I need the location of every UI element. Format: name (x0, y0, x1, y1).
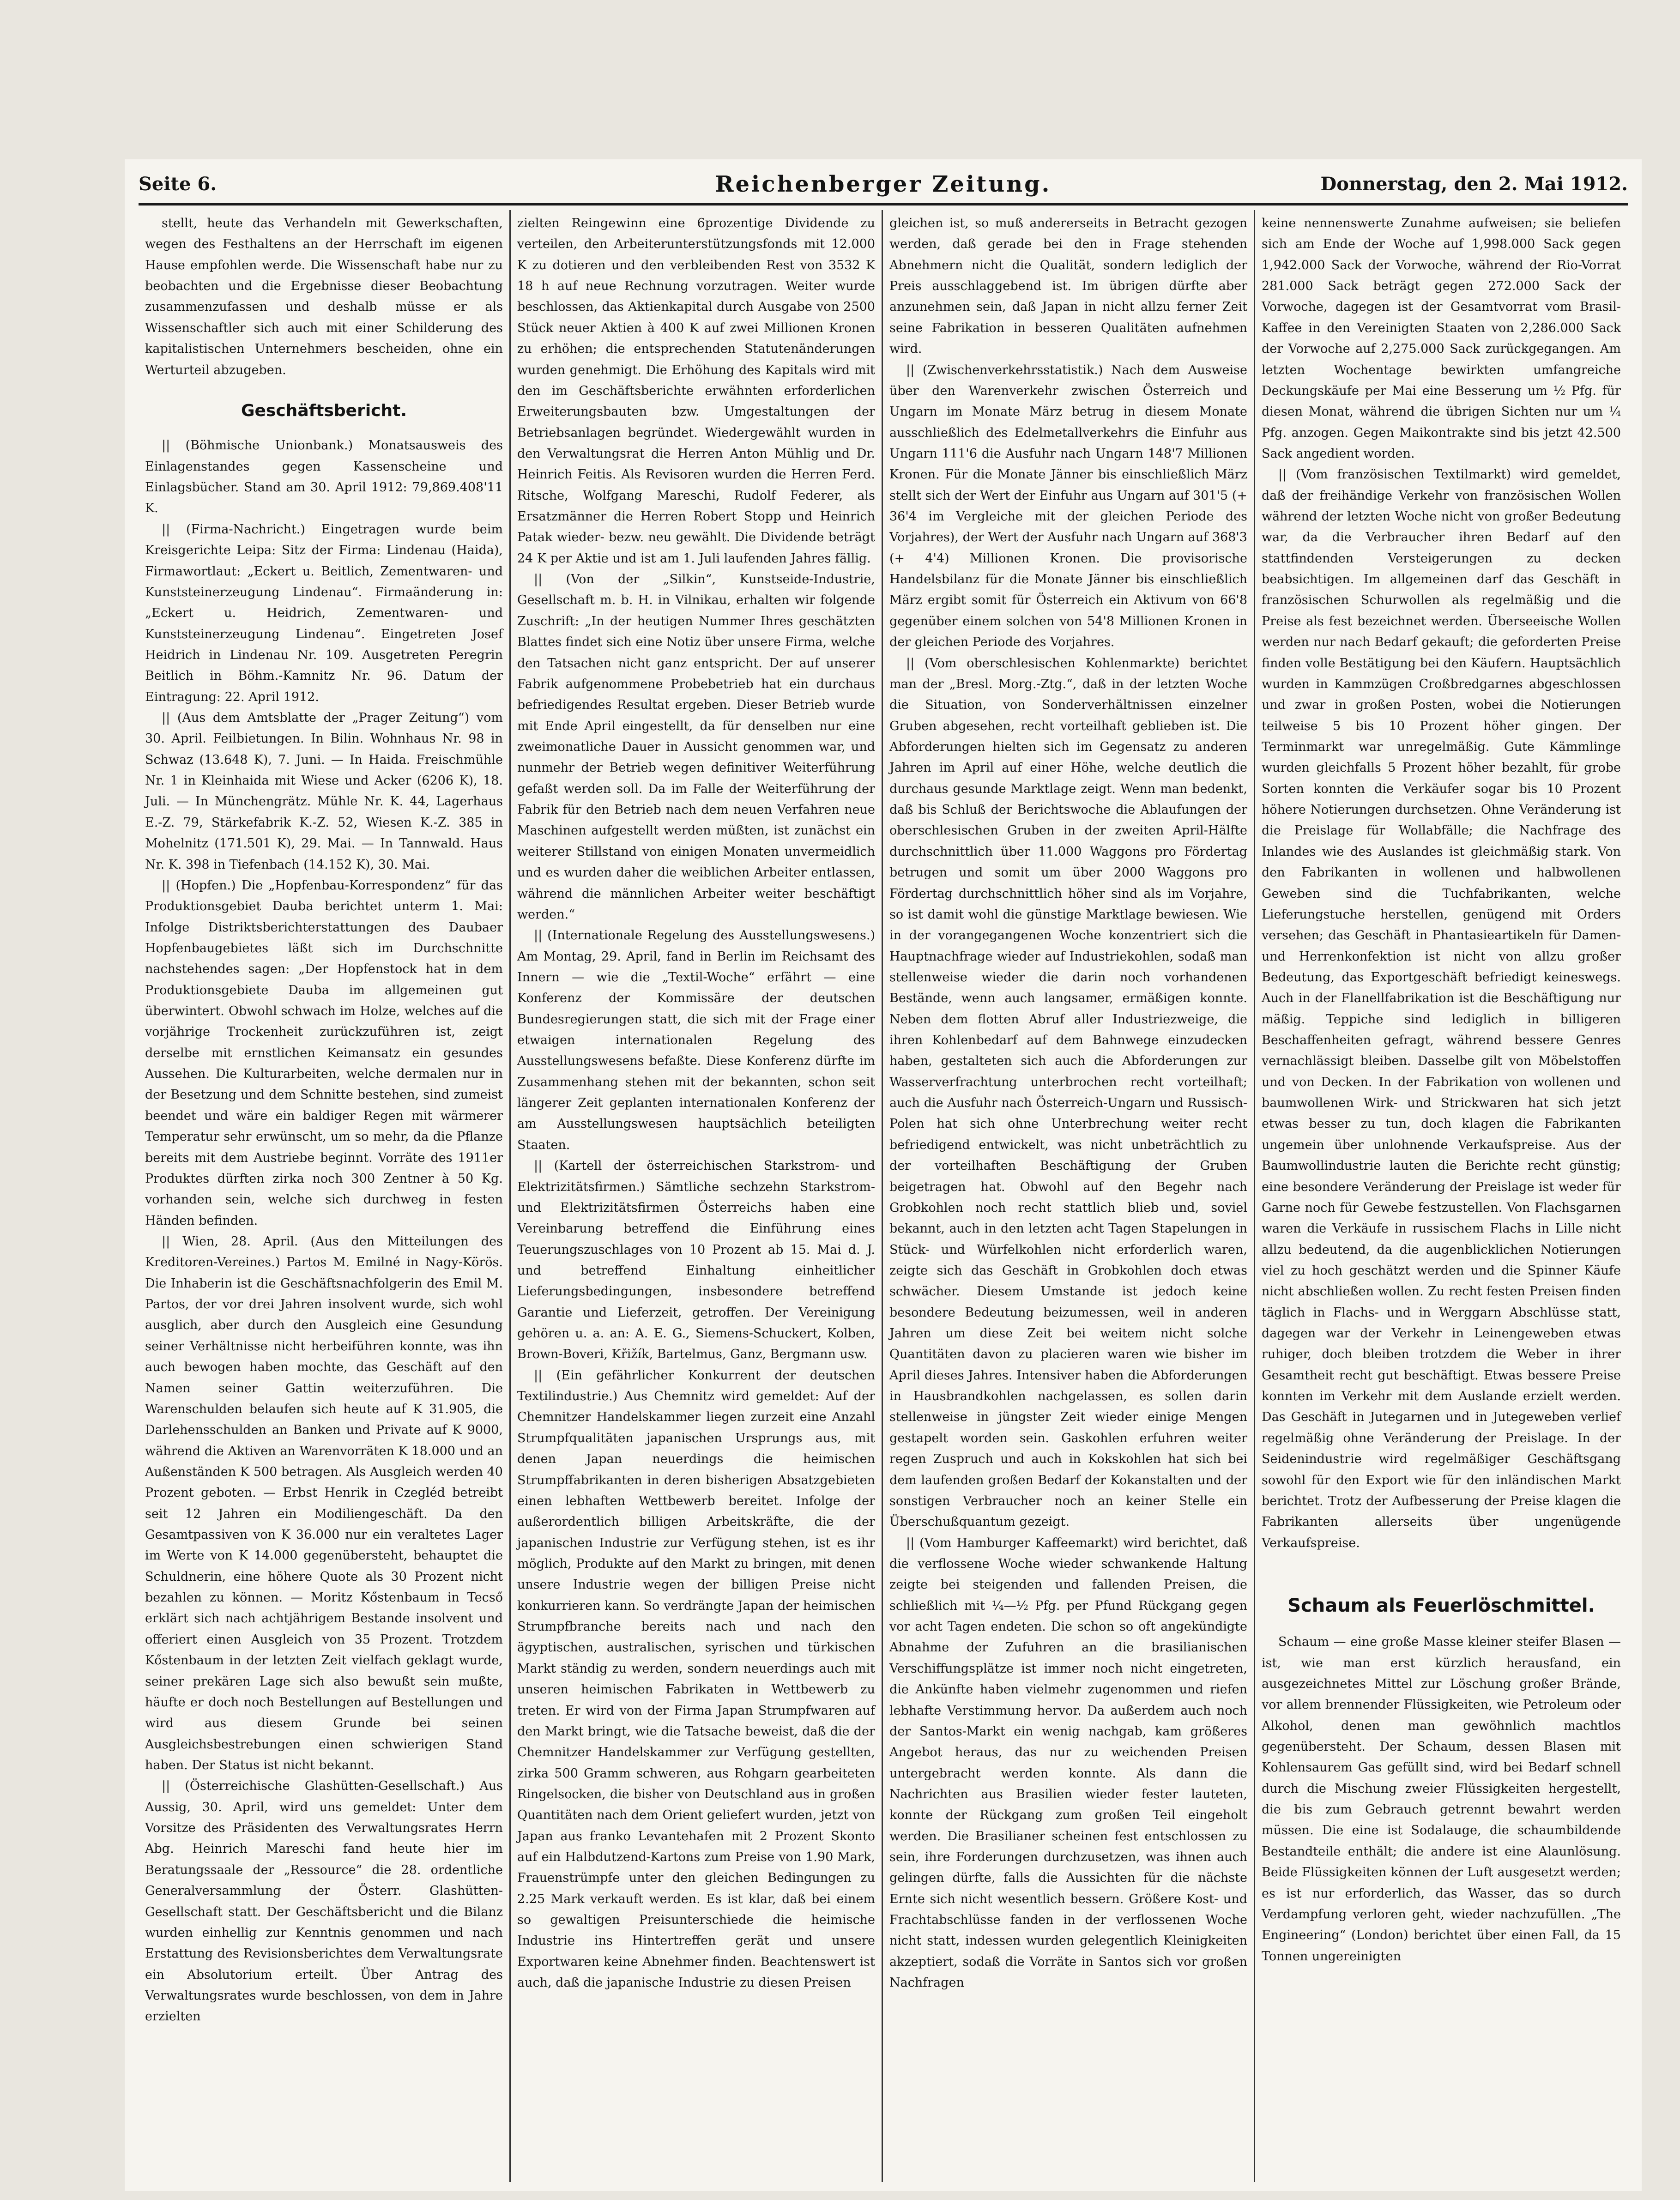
page-number: Seite 6. (139, 173, 217, 195)
article-paragraph: zielten Reingewinn eine 6prozentige Dividende zu verteilen, den Arbeiterunterstützungsfonds mit 12.000 K zu dotieren und den verbleibenden Rest von 3532 K 18 h auf neue Rechnung vorzutragen. Weiter wurde beschlossen, das Aktienkapital durch Ausgabe von 2500 Stück neuer Aktien à 400 K auf zwei Millionen Kronen zu erhöhen; die entsprechenden Statutenänderungen wurden genehmigt. Die Erhöhung des Kapitals wird mit den im Geschäftsberichte erwähnten erforderlichen Erweiterungsbauten bzw. Umgestaltungen der Betriebsanlagen begründet. Wiedergewählt wurden in den Verwaltungsrat die Herren Anton Mühlig und Dr. Heinrich Feitis. Als Revisoren wurden die Herren Ferd. Ritsche, Wolfgang Mareschi, Rudolf Federer, als Ersatzmänner die Herren Robert Stopp und Heinrich Patak wieder- bezw. neu gewählt. Die Dividende beträgt 24 K per Aktie und ist am 1. Juli laufenden Jahres fällig. (517, 216, 875, 566)
section-heading: Geschäftsbericht. (241, 401, 407, 420)
article-paragraph: || (Von der „Silkin“, Kunstseide-Industrie, Gesellschaft m. b. H. in Vilnikau, erhalten wir folgende Zuschrift: „In der heutigen Nummer Ihres geschätzten Blattes findet sich eine Notiz über unsere Firma, welche den Tatsachen nicht ganz entspricht. Der auf unserer Fabrik aufgenommene Probebetrieb hat ein durchaus befriedigendes Resultat ergeben. Dieser Betrieb wurde mit Ende April eingestellt, da für denselben nur eine zweimonatliche Dauer in Aussicht genommen war, und nunmehr der Betrieb wegen definitiver Weiterführung gefaßt werden soll. Da im Falle der Weiterführung der Fabrik für den Betrieb nach dem neuen Verfahren neue Maschinen aufgestellt werden müßten, ist zunächst ein weiterer Stillstand von einigen Monaten unvermeidlich und es wurden daher die weiblichen Arbeiter entlassen, während die männlichen Arbeiter weiter beschäftigt werden.“ (517, 572, 875, 922)
article-paragraph: || (Vom oberschlesischen Kohlenmarkte) berichtet man der „Bresl. Morg.-Ztg.“, daß in der letzten Woche die Situation, von Sonderverhältnissen einzelner Gruben abgesehen, recht vorteilhaft geblieben ist. Die Abforderungen hielten sich im Gegensatz zu anderen Jahren im April auf einer Höhe, welche deutlich die durchaus gesunde Marktlage zeigt. Wenn man bedenkt, daß bis Schluß der Berichtswoche die Ablaufungen der oberschlesischen Gruben in der zweiten April-Hälfte durchschnittlich über 11.000 Waggons pro Fördertag betrugen und somit um über 2000 Waggons pro Fördertag durchschnittlich höher sind als im Vorjahre, so ist damit wohl die günstige Marktlage bewiesen. Wie in der vorangegangenen Woche konzentriert sich die Hauptnachfrage wieder auf Industriekohlen, sodaß man stellenweise wieder die darin noch vorhandenen Bestände, wenn auch langsamer, ermäßigen konnte. Neben dem flotten Abruf aller Industriezweige, die ihren Kohlenbedarf auf dem Bahnwege einzudecken haben, gestalteten sich auch die Abforderungen zur Wasserverfrachtung unterbrochen recht vorteilhaft; auch die Ausfuhr nach Österreich-Ungarn und Russisch-Polen hat sich ohne Unterbrechung weiter recht befriedigend entwickelt, was nicht unbeträchtlich zu der vorteilhaften Beschäftigung der Gruben beigetragen hat. Obwohl auf den Begehr nach Grobkohlen noch recht stattlich blieb und, soviel bekannt, auch in den letzten acht Tagen Stapelungen in Stück- und Würfelkohlen nicht erforderlich waren, zeigte sich das Geschäft in Grobkohlen doch etwas schwächer. Diesem Umstande ist jedoch keine besondere Bedeutung beizumessen, weil in anderen Jahren um diese Zeit bei weitem nicht solche Quantitäten davon zu placieren waren wie bisher im April dieses Jahres. Intensiver haben die Abforderungen in Hausbrandkohlen nachgelassen, es sollen darin stellenweise in jüngster Zeit wieder einige Mengen gestapelt worden sein. Gaskohlen erfuhren weiter regen Zuspruch und auch in Kokskohlen hat sich bei dem laufenden großen Bedarf der Kokanstalten und der sonstigen Verbraucher noch an keiner Stelle ein Überschußquantum gezeigt. (889, 656, 1247, 1529)
article-paragraph: || (Internationale Regelung des Ausstellungswesens.) Am Montag, 29. April, fand in Berlin im Reichsamt des Innern — wie die „Textil-Woche“ erfährt — eine Konferenz der Kommissäre der deutschen Bundesregierungen statt, die sich mit der Frage einer etwaigen internationalen Regelung des Ausstellungswesens befaßte. Diese Konferenz dürfte im Zusammenhang stehen mit der bekannten, schon seit längerer Zeit geplanten internationalen Konferenz der am Ausstellungswesen hauptsächlich beteiligten Staaten. (517, 928, 875, 1152)
article-paragraph: gleichen ist, so muß andererseits in Betracht gezogen werden, daß gerade bei den in Frage stehenden Abnehmern nicht die Qualität, sondern lediglich der Preis ausschlaggebend ist. Im übrigen dürfte aber anzunehmen sein, daß Japan in nicht allzu ferner Zeit seine Fabrikation in besseren Qualitäten aufnehmen wird. (889, 216, 1247, 357)
column-3 (883, 210, 1255, 2182)
section-heading: Schaum als Feuerlöschmittel. (1287, 1595, 1595, 1616)
column-2 (511, 210, 883, 2182)
article-paragraph: || (Vom Hamburger Kaffeemarkt) wird berichtet, daß die verflossene Woche wieder schwankende Haltung zeigte bei steigenden und fallenden Preisen, die schließlich mit ¼—½ Pfg. per Pfund Rückgang gegen vor acht Tagen endeten. Die schon so oft angekündigte Abnahme der Zufuhren an die brasilianischen Verschiffungsplätze ist immer noch nicht eingetreten, die Ankünfte haben vielmehr zugenommen und riefen lebhafte Verstimmung hervor. Da außerdem auch noch der Santos-Markt ein wenig nachgab, kam größeres Angebot heraus, das nur zu weichenden Preisen untergebracht werden konnte. Als dann die Nachrichten aus Brasilien wieder fester lauteten, konnte der Rückgang zum großen Teil eingeholt werden. Die Brasilianer scheinen fest entschlossen zu sein, ihre Forderungen durchzusetzen, was ihnen auch gelingen dürfte, falls die Aussichten für die nächste Ernte sich nicht wesentlich bessern. Größere Kost- und Frachtabschlüsse fanden in der verflossenen Woche nicht statt, indessen wurden gelegentlich Kleinigkeiten akzeptiert, sodaß die Vorräte in Santos sich vor großen Nachfragen (889, 1535, 1247, 1990)
header-rule (139, 203, 1628, 205)
article-paragraph: || (Vom französischen Textilmarkt) wird gemeldet, daß der freihändige Verkehr von französischen Wollen während der letzten Woche nicht von großer Bedeutung war, da die Verbraucher ihren Bedarf auf den stattfindenden Versteigerungen zu decken beabsichtigen. Im allgemeinen darf das Geschäft in französischen Schurwollen als regelmäßig und die Preise als fest bezeichnet werden. Überseeische Wollen werden nur nach Bedarf gekauft; die geforderten Preise finden volle Bestätigung bei den Käufern. Hauptsächlich wurden in Kammzügen Croßbredgarnes abgeschlossen und zwar in großen Posten, wobei die Notierungen teilweise 5 bis 10 Prozent höher gingen. Der Terminmarkt war unregelmäßig. Gute Kämmlinge wurden gleichfalls 5 Prozent höher bezahlt, für grobe Sorten konnten die Verkäufer sogar bis 10 Prozent höhere Notierungen durchsetzen. Ohne Veränderung ist die Preislage für Wollabfälle; die Nachfrage des Inlandes wie des Auslandes ist gleichmäßig stark. Von den Fabrikanten in wollenen und halbwollenen Geweben sind die Tuchfabrikanten, welche Lieferungstuche herstellen, genügend mit Orders versehen; das Geschäft in Phantasieartikeln für Damen- und Herrenkonfektion ist nicht von allzu großer Bedeutung, das Exportgeschäft befriedigt keineswegs. Auch in der Flanellfabrikation ist die Beschäftigung nur mäßig. Teppiche sind lediglich in billigeren Beschaffenheiten gefragt, während bessere Genres vernachlässigt bleiben. Dasselbe gilt von Möbelstoffen und von Decken. In der Fabrikation von wollenen und baumwollenen Wirk- und Strickwaren hat sich jetzt etwas besser zu tun, doch klagen die Fabrikanten ungemein über unlohnende Verkaufspreise. Aus der Baumwollindustrie lauten die Berichte recht günstig; eine besondere Veränderung der Preislage ist weder für Garne noch für Gewebe festzustellen. Von Flachsgarnen waren die Verkäufe in russischem Flachs in Lille nicht allzu bedeutend, da die augenblicklichen Notierungen viel zu hoch geschätzt werden und die Spinner Käufe nicht abschließen wollen. Zu recht festen Preisen finden täglich in Flachs- und in Werggarn Abschlüsse statt, dagegen war der Verkehr in Leinengeweben etwas ruhiger, doch bleiben trotzdem die Weber in ihrer Gesamtheit recht gut beschäftigt. Etwas bessere Preise konnten im Verkehr mit dem Auslande erzielt werden. Das Geschäft in Jutegarnen und in Jutegeweben verlief regelmäßig ohne Veränderung der Preislage. In der Seidenindustrie wird regelmäßiger Geschäftsgang sowohl für den Export wie für den inländischen Markt berichtet. Trotz der Aufbesserung der Preise klagen die Fabrikanten allerseits über ungenügende Verkaufspreise. (1262, 467, 1621, 1550)
column-1 (139, 210, 511, 2182)
article-paragraph: || (Hopfen.) Die „Hopfenbau-Korrespondenz“ für das Produktionsgebiet Dauba berichtet unterm 1. Mai: Infolge Distriktsberichterstattungen des Daubaer Hopfenbaugebietes läßt sich im Durchschnitte nachstehendes sagen: „Der Hopfenstock hat in dem Produktionsgebiete Dauba im allgemeinen gut überwintert. Obwohl schwach im Holze, welches auf die vorjährige Trockenheit zurückzuführen ist, zeigt derselbe mit ernstlichen Keimansatz ein gesundes Aussehen. Die Kulturarbeiten, welche dermalen nur in der Besetzung und dem Schnitte bestehen, sind zumeist beendet und wäre ein baldiger Regen mit wärmerer Temperatur sehr erwünscht, um so mehr, da die Pflanze bereits mit dem Austriebe beginnt. Vorräte des 1911er Produktes dürften zirka noch 300 Zentner à 50 Kg. vorhanden sein, welche sich durchweg in festen Händen befinden. (145, 878, 503, 1228)
newspaper-title: Reichenberger Zeitung. (715, 171, 1052, 197)
article-paragraph: keine nennenswerte Zunahme aufweisen; sie beliefen sich am Ende der Woche auf 1,998.000 Sack gegen 1,942.000 Sack der Vorwoche, während der Rio-Vorrat 281.000 Sack beträgt gegen 272.000 Sack der Vorwoche, dagegen ist der Gesamtvorrat vom Brasil-Kaffee in den Vereinigten Staaten von 2,286.000 Sack der Vorwoche auf 2,275.000 Sack zurückgegangen. Am letzten Wochentage bewirkten umfangreiche Deckungskäufe per Mai eine Besserung um ½ Pfg. für diesen Monat, während die übrigen Sichten nur um ¼ Pfg. anzogen. Gegen Maikontrakte sind bis jetzt 42.500 Sack angedient worden. (1262, 216, 1621, 461)
article-paragraph: || (Kartell der österreichischen Starkstrom- und Elektrizitätsfirmen.) Sämtliche sechzehn Starkstrom- und Elektrizitätsfirmen Österreichs haben eine Vereinbarung betreffend die Einführung eines Teuerungszuschlages von 10 Prozent ab 15. Mai d. J. und betreffend Einhaltung einheitlicher Lieferungsbedingungen, insbesondere betreffend Garantie und Lieferzeit, getroffen. Der Vereinigung gehören u. a. an: A. E. G., Siemens-Schuckert, Kolben, Brown-Boveri, Křižík, Bartelmus, Ganz, Bergmann usw. (517, 1159, 875, 1362)
article-paragraph: || (Aus dem Amtsblatte der „Prager Zeitung“) vom 30. April. Feilbietungen. In Bilin. Wohnhaus Nr. 98 in Schwaz (13.648 K), 7. Juni. — In Haida. Freischmühle Nr. 1 in Kleinhaida mit Wiese und Acker (6206 K), 18. Juli. — In Münchengrätz. Mühle Nr. K. 44, Lagerhaus E.-Z. 79, Stärkefabrik K.-Z. 52, Wiesen K.-Z. 385 in Mohelnitz (171.501 K), 29. Mai. — In Tannwald. Haus Nr. K. 398 in Tiefenbach (14.152 K), 30. Mai. (145, 711, 503, 872)
article-paragraph: || (Ein gefährlicher Konkurrent der deutschen Textilindustrie.) Aus Chemnitz wird gemeldet: Auf der Chemnitzer Handelskammer liegen zurzeit eine Anzahl Strumpfqualitäten japanischen Ursprungs aus, mit denen Japan neuerdings die heimischen Strumpffabrikanten in deren bisherigen Absatzgebieten einen lebhaften Wettbewerb bereitet. Infolge der außerordentlich billigen Arbeitskräfte, die der japanischen Industrie zur Verfügung stehen, ist es ihr möglich, Produkte auf den Markt zu bringen, mit denen unsere Industrie wegen der billigen Preise nicht konkurrieren kann. So verdrängte Japan der heimischen Strumpfbranche bereits nach und nach den ägyptischen, australischen, syrischen und türkischen Markt ständig zu werden, sondern neuerdings auch mit unseren heimischen Fabrikaten in Wettbewerb zu treten. Er wird von der Firma Japan Strumpfwaren auf den Markt bringt, wie die Tatsache beweist, daß die der Chemnitzer Handelskammer zur Verfügung gestellten, zirka 500 Gramm schweren, aus Rohgarn gearbeiteten Ringelsocken, die bisher von Deutschland aus in großen Quantitäten nach dem Orient geliefert wurden, jetzt von Japan aus franko Levantehafen mit 2 Prozent Skonto auf ein Halbdutzend-Kartons zum Preise von 1.90 Mark, Frauenstrümpfe unter den gleichen Bedingungen zu 2.25 Mark verkauft werden. Es ist klar, daß bei einem so gewaltigen Preisunterschiede die heimische Industrie ins Hintertreffen gerät und unsere Exportwaren keine Abnehmer finden. Beachtenswert ist auch, daß die japanische Industrie zu diesen Preisen (517, 1368, 875, 1990)
article-paragraph: stellt, heute das Verhandeln mit Gewerkschaften, wegen des Festhaltens an der Herrschaft im eigenen Hause empfohlen werde. Die Wissenschaft habe nur zu beobachten und die Ergebnisse dieser Beobachtung zusammenzufassen und deshalb müsse er als Wissenschaftler sich auch mit einer Schilderung des kapitalistischen Unternehmers bescheiden, ohne ein Werturteil abzugeben. (145, 216, 503, 377)
page-header (139, 169, 1628, 201)
newspaper-page (125, 159, 1642, 2191)
issue-date: Donnerstag, den 2. Mai 1912. (1320, 173, 1628, 195)
article-paragraph: || (Österreichische Glashütten-Gesellschaft.) Aus Aussig, 30. April, wird uns gemeldet: Unter dem Vorsitze des Präsidenten des Verwaltungsrates Herrn Abg. Heinrich Mareschi fand heute hier im Beratungssaale der „Ressource“ die 28. ordentliche Generalversammlung der Österr. Glashütten-Gesellschaft statt. Der Geschäftsbericht und die Bilanz wurden einhellig zur Kenntnis genommen und nach Erstattung des Revisionsberichtes dem Verwaltungsrate ein Absolutorium erteilt. Über Antrag des Verwaltungsrates wurde beschlossen, von dem in Jahre erzielten (145, 1779, 503, 2024)
article-paragraph: || (Zwischenverkehrsstatistik.) Nach dem Ausweise über den Warenverkehr zwischen Österreich und Ungarn im Monate März betrug in diesem Monate ausschließlich des Edelmetallverkehrs die Einfuhr aus Ungarn 111'6 die Ausfuhr nach Ungarn 148'7 Millionen Kronen. Für die Monate Jänner bis einschließlich März stellt sich der Wert der Einfuhr aus Ungarn auf 301'5 (+ 36'4 im Vergleiche mit der gleichen Periode des Vorjahres), der Wert der Ausfuhr nach Ungarn auf 368'3 (+ 4'4) Millionen Kronen. Die provisorische Handelsbilanz für die Monate Jänner bis einschließlich März ergibt somit für Österreich ein Aktivum von 66'8 gegenüber einem solchen von 54'8 Millionen Kronen in der gleichen Periode des Vorjahres. (889, 363, 1247, 650)
article-paragraph: || (Firma-Nachricht.) Eingetragen wurde beim Kreisgerichte Leipa: Sitz der Firma: Lindenau (Haida), Firmawortlaut: „Eckert u. Beitlich, Zementwaren- und Kunststeinerzeugung Lindenau“. Firmaänderung in: „Eckert u. Heidrich, Zementwaren- und Kunststeinerzeugung Lindenau“. Eingetreten Josef Heidrich in Lindenau Nr. 109. Ausgetreten Peregrin Beitlich in Böhm.-Kamnitz Nr. 96. Datum der Eintragung: 22. April 1912. (145, 522, 503, 704)
article-paragraph: || Wien, 28. April. (Aus den Mitteilungen des Kreditoren-Vereines.) Partos M. Emilné in Nagy-Körös. Die Inhaberin ist die Geschäftsnachfolgerin des Emil M. Partos, der vor drei Jahren insolvent wurde, sich wohl ausglich, aber durch den Ausgleich eine Gesundung seiner Verhältnisse nicht herbeiführen konnte, was ihn auch bewogen haben mochte, das Geschäft auf den Namen seiner Gattin weiterzuführen. Die Warenschulden belaufen sich heute auf K 31.905, die Darlehensschulden an Banken und Private auf K 9000, während die Aktiven an Warenvorräten K 18.000 und an Außenständen K 500 betragen. Als Ausgleich werden 40 Prozent geboten. — Erbst Henrik in Czegléd betreibt seit 12 Jahren ein Modiliengeschäft. Da den Gesamtpassiven von K 36.000 nur ein veraltetes Lager im Werte von K 14.000 gegenübersteht, behauptet die Schuldnerin, eine höhere Quote als 30 Prozent nicht bezahlen zu können. — Moritz Kőstenbaum in Tecső erklärt sich nach achtjährigem Bestande insolvent und offeriert einen Ausgleich von 35 Prozent. Trotzdem Kőstenbaum in der letzten Zeit vielfach geklagt wurde, seiner prekären Lage sich also bewußt sein mußte, häufte er doch noch Bestellungen auf Bestellungen und wird aus diesem Grunde bei seinen Ausgleichsbestrebungen einen schwierigen Stand haben. Der Status ist nicht bekannt. (145, 1234, 503, 1772)
article-paragraph: || (Böhmische Unionbank.) Monatsausweis des Einlagenstandes gegen Kassenscheine und Einlagsbücher. Stand am 30. April 1912: 79,869.408'11 K. (145, 438, 503, 516)
article-paragraph: Schaum — eine große Masse kleiner steifer Blasen — ist, wie man erst kürzlich herausfand, ein ausgezeichnetes Mittel zur Löschung großer Brände, vor allem brennender Flüssigkeiten, wie Petroleum oder Alkohol, denen man gewöhnlich machtlos gegenübersteht. Der Schaum, dessen Blasen mit Kohlensaurem Gas gefüllt sind, wird bei Bedarf schnell durch die Mischung zweier Flüssigkeiten hergestellt, die bis zum Gebrauch getrennt bewahrt werden müssen. Die eine ist Sodalauge, die schaumbildende Bestandteile enthält; die andere ist eine Alaunlösung. Beide Flüssigkeiten können der Luft ausgesetzt werden; es ist nur erforderlich, das Wasser, das so durch Verdampfung verloren geht, wieder nachzufüllen. „The Engineering“ (London) berichtet über einen Fall, da 15 Tonnen ungereinigten (1262, 1635, 1621, 1964)
column-4 (1255, 210, 1627, 2182)
columns (139, 210, 1628, 2182)
